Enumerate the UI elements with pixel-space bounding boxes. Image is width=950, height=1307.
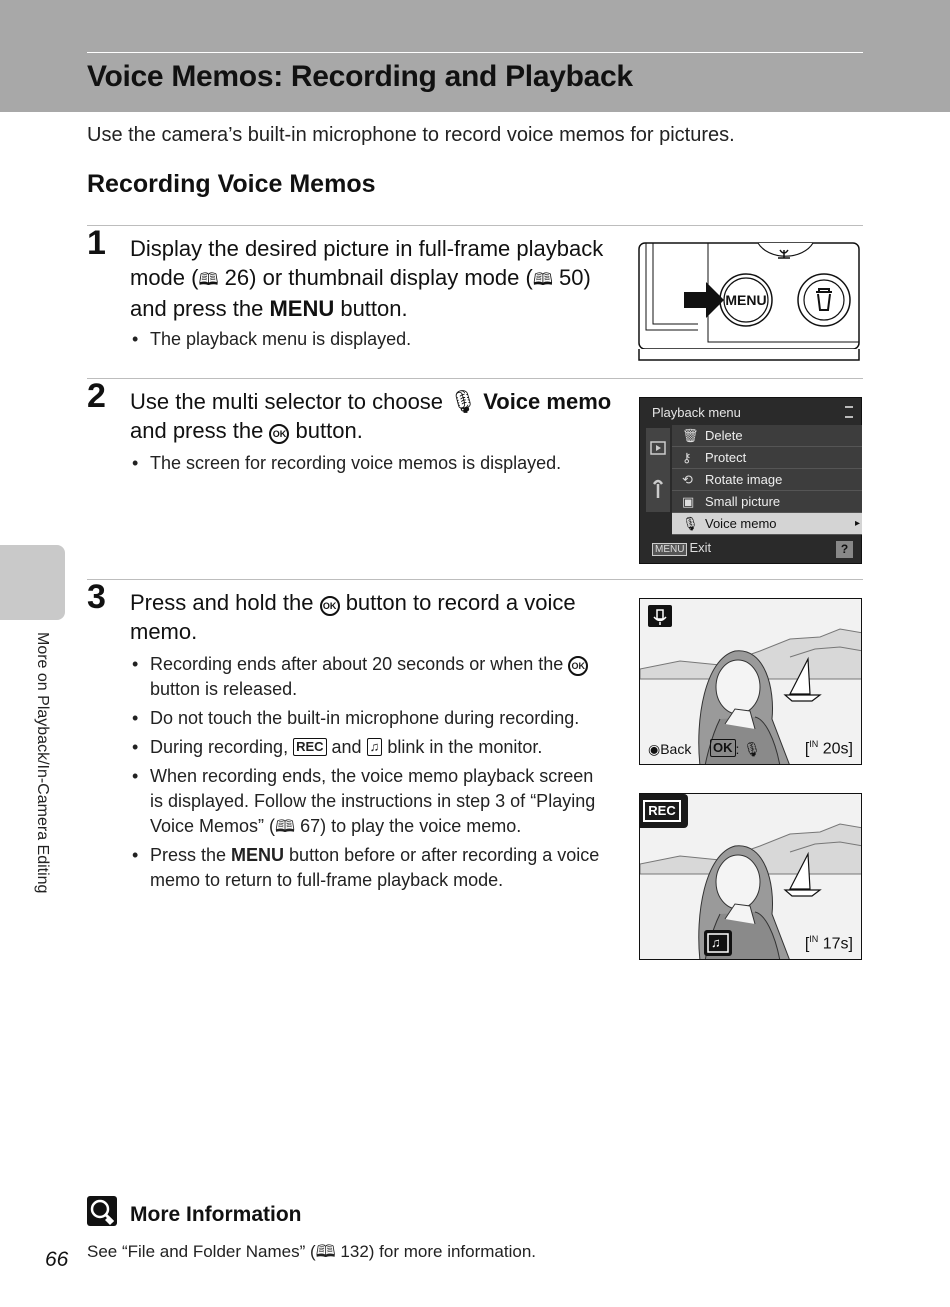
intro-text: Use the camera’s built-in microphone to record voice memos for pictures. <box>87 124 735 146</box>
side-chapter-label: More on Playback/In-Camera Editing <box>34 632 51 894</box>
rotate-icon: ⟲ <box>682 472 693 487</box>
help-icon: ? <box>836 541 853 558</box>
camera-illustration <box>638 242 860 362</box>
playback-menu-screen <box>639 397 862 564</box>
microphone-icon: 🎙 <box>449 389 478 414</box>
microphone-icon: 🎙 <box>743 741 762 757</box>
voice-memo-icon: ♫ <box>711 935 721 950</box>
step-instruction: Use the multi selector to choose 🎙 Voice memo and press the OK button. <box>130 389 612 443</box>
small-picture-icon: ▣ <box>682 494 695 509</box>
bullet-item: • The screen for recording voice memos is displayed. <box>130 451 610 476</box>
header-band <box>0 0 950 112</box>
menu-button-icon: MENU <box>652 543 687 556</box>
menu-button-text: MENU <box>269 296 335 321</box>
more-information-text: See “File and Folder Names” (🕮 132) for more information. <box>87 1242 537 1261</box>
page-number: 66 <box>45 1248 69 1271</box>
step-number: 1 <box>87 224 106 262</box>
menu-item-voice-memo[interactable]: 🎙 Voice memo ▸ <box>672 513 862 535</box>
menu-tab-icons <box>646 428 670 512</box>
trash-icon: 🗑 <box>682 428 699 443</box>
divider <box>87 225 863 226</box>
menu-item-delete[interactable]: 🗑 Delete <box>672 425 862 447</box>
section-title: Recording Voice Memos <box>87 170 376 198</box>
step-number: 2 <box>87 377 106 415</box>
bullet-item: • The playback menu is displayed. <box>130 327 610 352</box>
camera-menu-label: MENU <box>725 292 767 308</box>
step-number: 3 <box>87 578 106 616</box>
bullet-item: • Press the MENU button before or after recording a voice memo to return to full-frame playback mode. <box>130 843 610 893</box>
ok-button-icon: OK <box>568 656 588 676</box>
remaining-time: [$^{IN}$ 17s] <box>804 933 853 952</box>
bullet-item: • Do not touch the built-in microphone during recording. <box>130 706 610 731</box>
bullet-item: • During recording, REC and ♫ blink in the monitor. <box>130 735 610 760</box>
more-information-title: More Information <box>130 1203 302 1226</box>
bullet-item: • Recording ends after about 20 seconds or when the OK button is released. <box>130 652 610 702</box>
microphone-icon: 🎙 <box>682 516 699 531</box>
menu-button-text: MENU <box>231 845 285 865</box>
voice-memo-icon: ♫ <box>367 738 383 756</box>
menu-title: Playback menu <box>652 405 741 420</box>
step-instruction: Display the desired picture in full-frame playback mode (🕮 26) or thumbnail display mode (🕮 50) and press the MENU button. <box>130 236 604 321</box>
step-bullets <box>130 652 610 897</box>
section-tab <box>0 545 65 620</box>
scroll-indicator-icon <box>845 406 853 418</box>
more-information-icon <box>87 1196 117 1226</box>
back-label: ◉Back <box>648 741 692 757</box>
menu-footer: MENU Exit <box>652 540 711 556</box>
book-icon: 🕮 <box>532 270 553 289</box>
divider <box>87 579 863 580</box>
step-instruction: Press and hold the OK button to record a voice memo. <box>130 590 576 644</box>
menu-item-rotate-image[interactable]: ⟲ Rotate image <box>672 469 862 491</box>
voice-memo-recording-screen <box>639 793 862 960</box>
voice-memo-record-screen <box>639 598 862 765</box>
bullet-item: • When recording ends, the voice memo playback screen is displayed. Follow the instructions in step 3 of “Playing Voice Memos” (🕮 67) to play the voice memo. <box>130 764 610 839</box>
remaining-time: [$^{IN}$ 20s] <box>804 738 853 757</box>
book-icon: 🕮 <box>275 817 296 836</box>
menu-list <box>672 425 862 535</box>
menu-item-small-picture[interactable]: ▣ Small picture <box>672 491 862 513</box>
rec-indicator-icon: REC <box>639 794 688 828</box>
rec-icon: REC <box>293 738 326 756</box>
ok-button-icon: OK <box>320 596 340 616</box>
header-rule <box>87 52 863 53</box>
ok-record-label: OK : 🎙 <box>710 739 761 758</box>
menu-item-protect[interactable]: ⚷ Protect <box>672 447 862 469</box>
divider <box>87 378 863 379</box>
book-icon: 🕮 <box>198 270 219 289</box>
key-icon: ⚷ <box>682 450 692 465</box>
ok-button-icon: OK <box>269 424 289 444</box>
step-bullets <box>130 451 610 480</box>
page-title: Voice Memos: Recording and Playback <box>87 60 633 93</box>
book-icon: 🕮 <box>315 1242 336 1261</box>
step-bullets <box>130 327 610 356</box>
